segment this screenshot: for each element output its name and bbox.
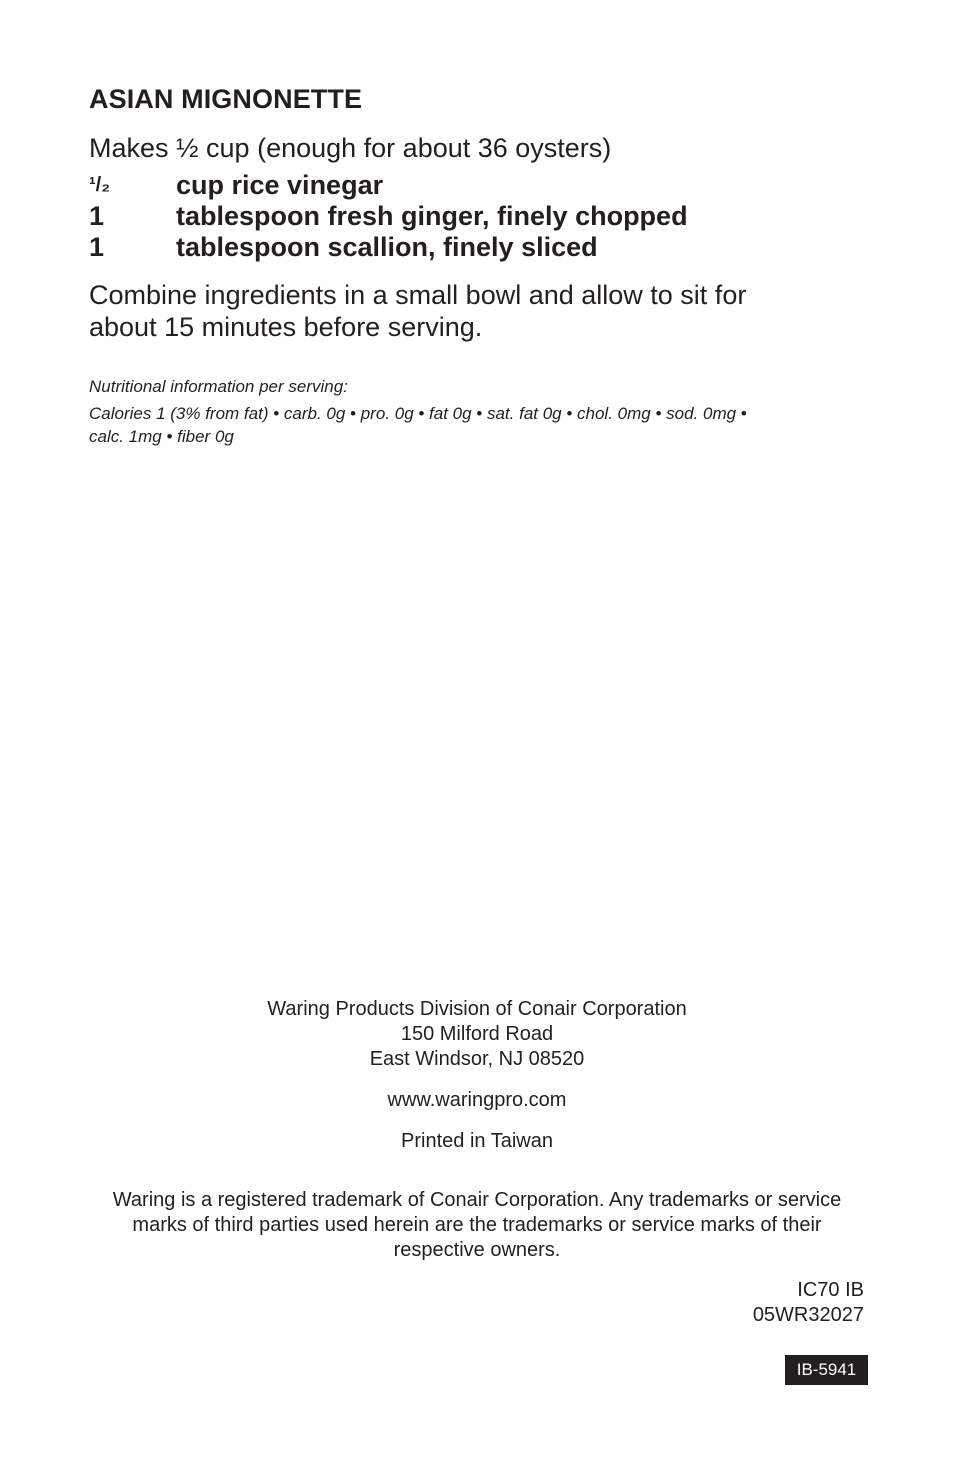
nutrition-details: Calories 1 (3% from fat) • carb. 0g • pro. 0g • fat 0g • sat. fat 0g • chol. 0mg • sod. 0mg • calc. 1mg • fiber 0g bbox=[89, 404, 747, 446]
ib-number-badge: IB-5941 bbox=[785, 1355, 868, 1385]
company-city: East Windsor, NJ 08520 bbox=[369, 1048, 585, 1070]
recipe-section bbox=[89, 82, 869, 448]
ingredient-row bbox=[89, 232, 869, 263]
document-codes bbox=[753, 1278, 864, 1328]
recipe-yield: Makes ½ cup (enough for about 36 oysters) bbox=[89, 133, 612, 163]
ingredient-row bbox=[89, 201, 869, 232]
part-code: 05WR32027 bbox=[752, 1304, 864, 1326]
printed-location: Printed in Taiwan bbox=[401, 1130, 553, 1152]
company-footer bbox=[89, 997, 865, 1263]
ingredient-list bbox=[89, 170, 869, 263]
company-website: www.waringpro.com bbox=[387, 1089, 567, 1111]
ingredient-quantity: 1 bbox=[89, 232, 105, 262]
ingredient-text: tablespoon fresh ginger, finely chopped bbox=[176, 201, 688, 231]
ingredient-row bbox=[89, 170, 869, 201]
nutrition-info bbox=[89, 375, 869, 448]
recipe-method: Combine ingredients in a small bowl and allow to sit for about 15 minutes before serving. bbox=[89, 280, 747, 342]
company-name: Waring Products Division of Conair Corporation bbox=[267, 998, 687, 1020]
company-street: 150 Milford Road bbox=[400, 1023, 554, 1045]
trademark-notice: Waring is a registered trademark of Conair Corporation. Any trademarks or service marks of third parties used herein are the trademarks or service marks of their respective owners. bbox=[112, 1189, 842, 1261]
ingredient-quantity: ¹/₂ bbox=[89, 174, 111, 196]
nutrition-heading: Nutritional information per serving: bbox=[89, 377, 348, 396]
ingredient-text: cup rice vinegar bbox=[176, 170, 384, 200]
ingredient-text: tablespoon scallion, finely sliced bbox=[176, 232, 598, 262]
recipe-title: ASIAN MIGNONETTE bbox=[89, 84, 363, 114]
ingredient-quantity: 1 bbox=[89, 201, 105, 231]
model-code: IC70 IB bbox=[797, 1279, 864, 1301]
